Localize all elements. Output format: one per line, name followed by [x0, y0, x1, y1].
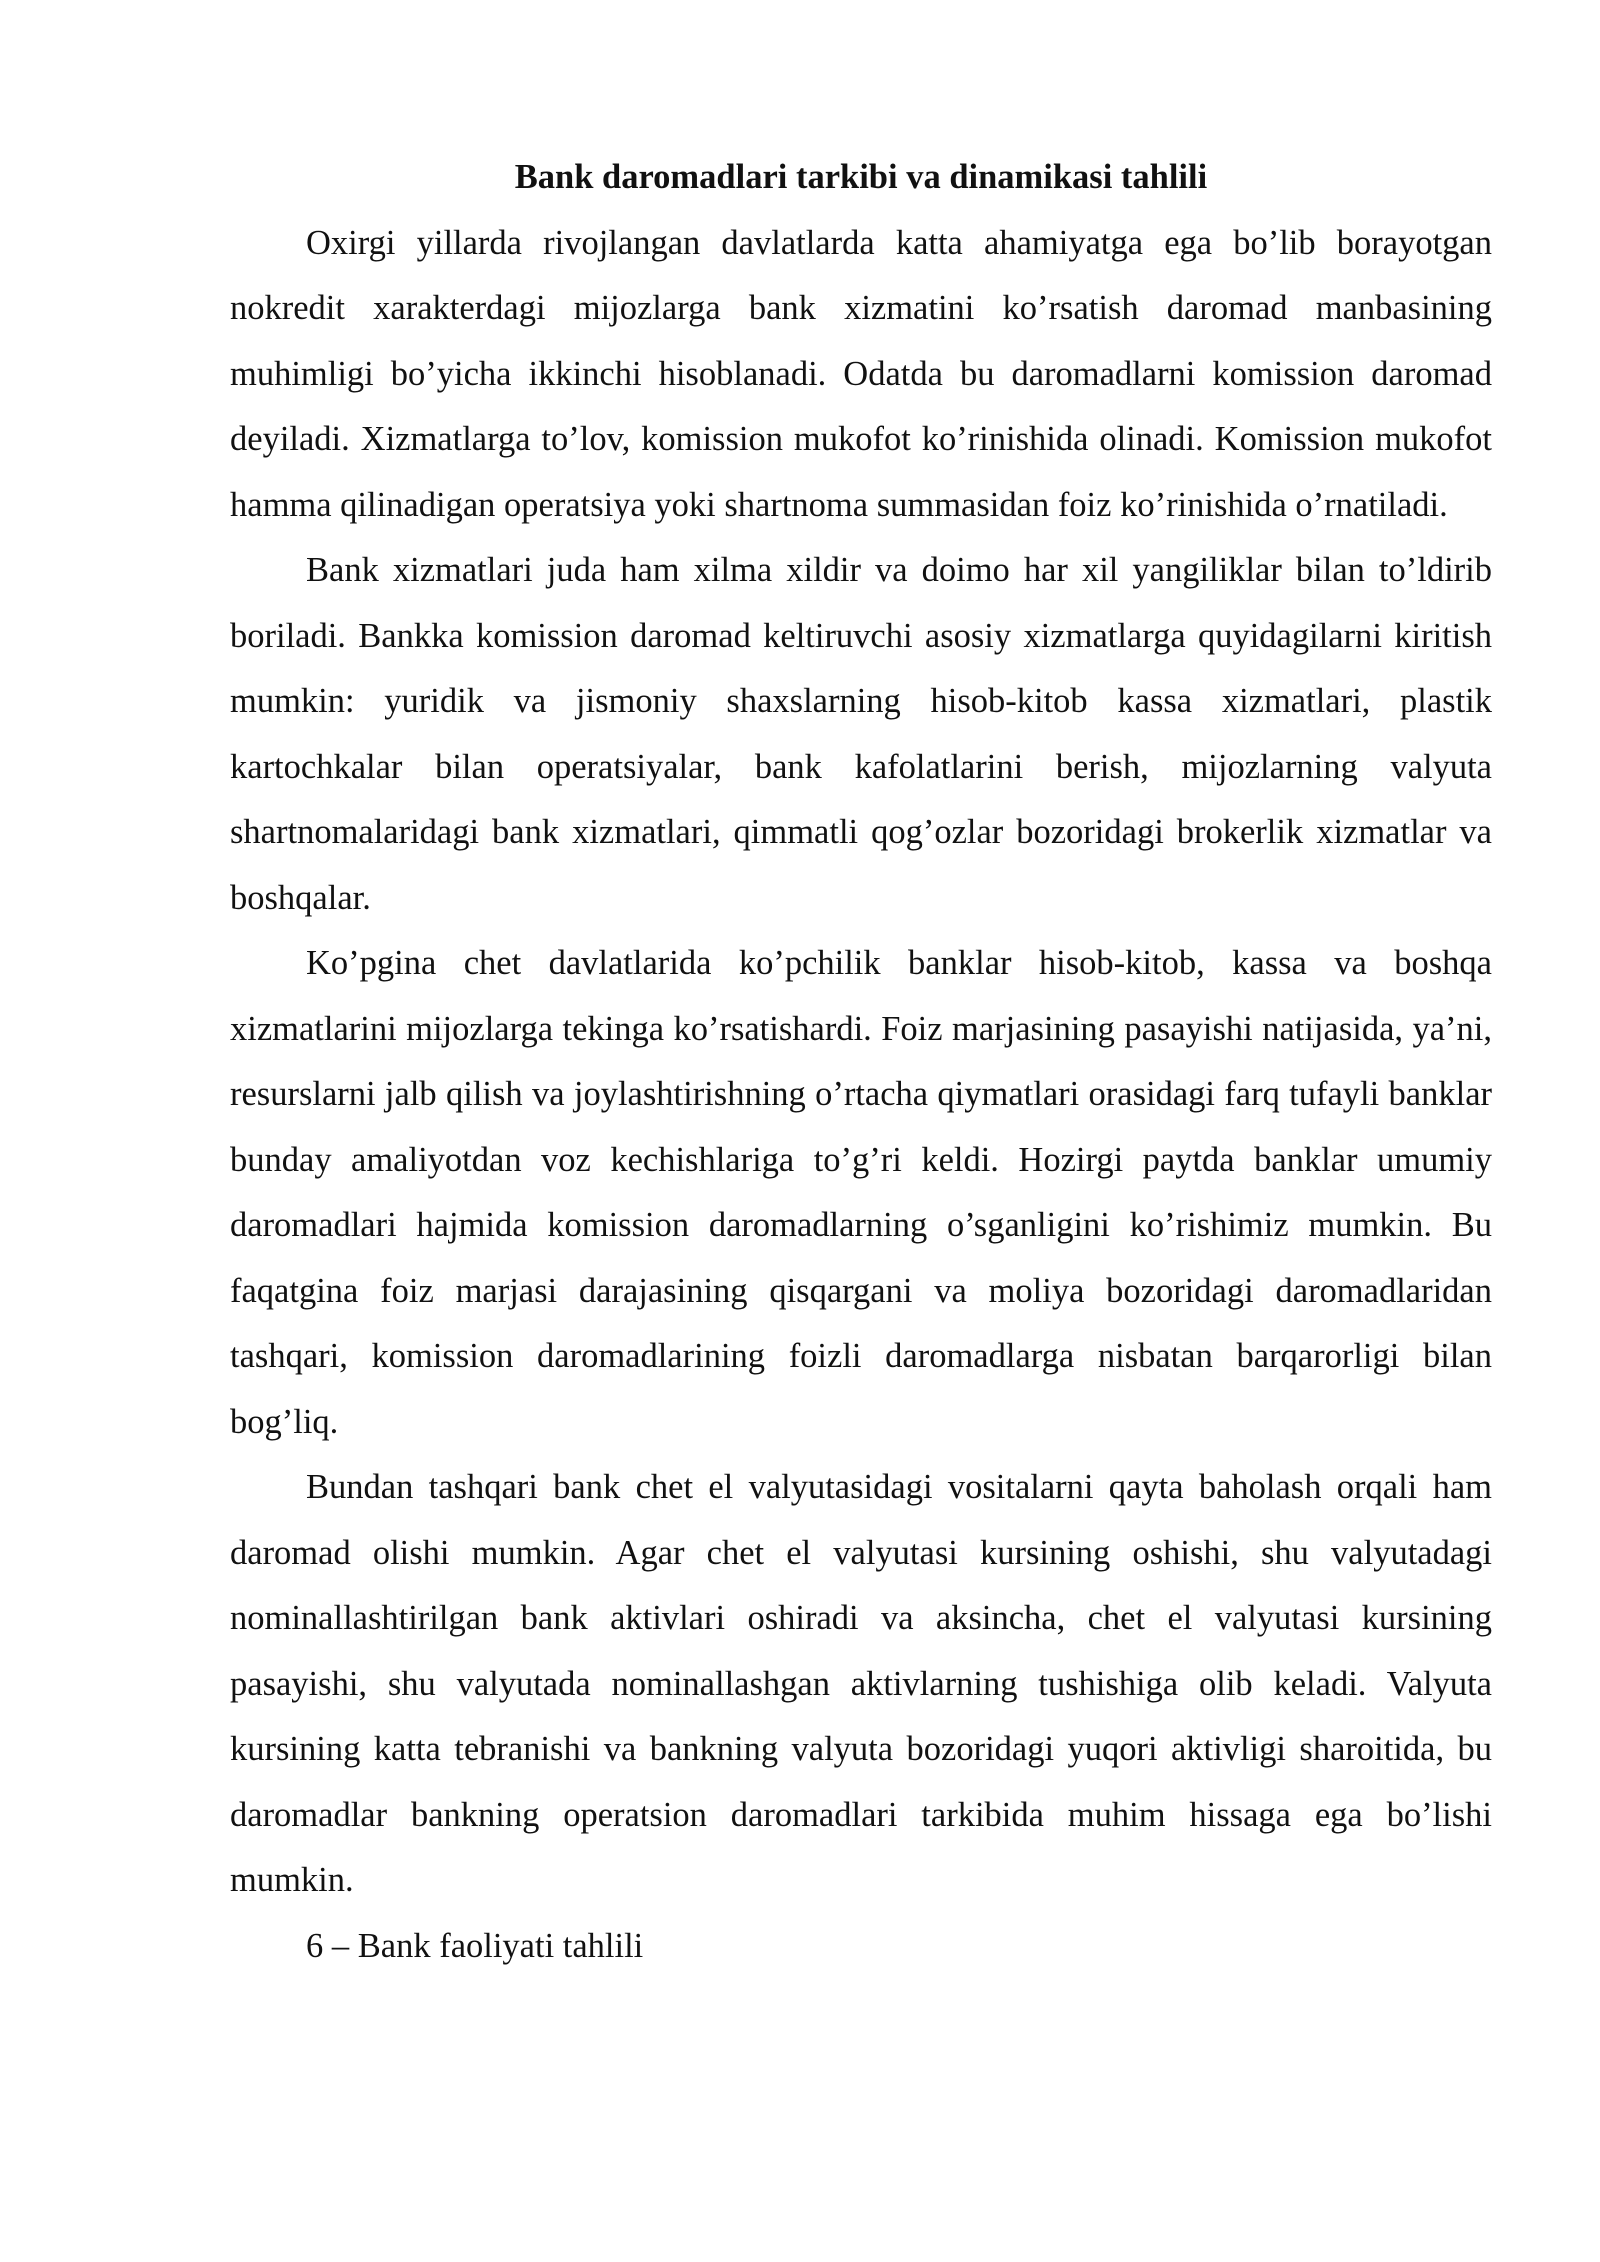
paragraph-3: Ko’pgina chet davlatlarida ko’pchilik banklar hisob-kitob, kassa va boshqa xizmatlarini mijozlarga tekinga ko’rsatishardi. Foiz marjasining pasayishi natijasida, ya’ni, resurslarni jalb qilish va joylashtirishning o’rtacha qiymatlari orasidagi farq tufayli banklar bunday amaliyotdan voz kechishlariga to’g’ri keldi. Hozirgi paytda banklar umumiy daromadlari hajmida komission daromadlarning o’sganligini ko’rishimiz mumkin. Bu faqatgina foiz marjasi darajasining qisqargani va moliya bozoridagi daromadlaridan tashqari, komission daromadlarining foizli daromadlarga nisbatan barqarorligi bilan bog’liq. [230, 944, 1492, 1441]
paragraph-2: Bank xizmatlari juda ham xilma xildir va doimo har xil yangiliklar bilan to’ldirib boriladi. Bankka komission daromad keltiruvchi asosiy xizmatlarga quyidagilarni kiritish mumkin: yuridik va jismoniy shaxslarning hisob-kitob kassa xizmatlari, plastik kartochkalar bilan operatsiyalar, bank kafolatlarini berish, mijozlarning valyuta shartnomalaridagi bank xizmatlari, qimmatli qog’ozlar bozoridagi brokerlik xizmatlar va boshqalar. [230, 551, 1492, 917]
paragraph-1: Oxirgi yillarda rivojlangan davlatlarda katta ahamiyatga ega bo’lib borayotgan nokredit xarakterdagi mijozlarga bank xizmatini ko’rsatish daromad manbasining muhimligi bo’yicha ikkinchi hisoblanadi. Odatda bu daromadlarni komission daromad deyiladi. Xizmatlarga to’lov, komission mukofot ko’rinishida olinadi. Komission mukofot hamma qilinadigan operatsiya yoki shartnoma summasidan foiz ko’rinishida o’rnatiladi. [230, 223, 1492, 524]
paragraph-4: Bundan tashqari bank chet el valyutasidagi vositalarni qayta baholash orqali ham daromad olishi mumkin. Agar chet el valyutasi kursining oshishi, shu valyutadagi nominallashtirilgan bank aktivlari oshiradi va aksincha, chet el valyutasi kursining pasayishi, shu valyutada nominallashgan aktivlarning tushishiga olib keladi. Valyuta kursining katta tebranishi va bankning valyuta bozoridagi yuqori aktivligi sharoitida, bu daromadlar bankning operatsion daromadlari tarkibida muhim hissaga ega bo’lishi mumkin. [230, 1468, 1492, 1899]
document-title: Bank daromadlari tarkibi va dinamikasi tahlili [514, 158, 1208, 196]
section-footer-line: 6 – Bank faoliyati tahlili [306, 1926, 644, 1965]
document-page [230, 145, 1492, 1979]
